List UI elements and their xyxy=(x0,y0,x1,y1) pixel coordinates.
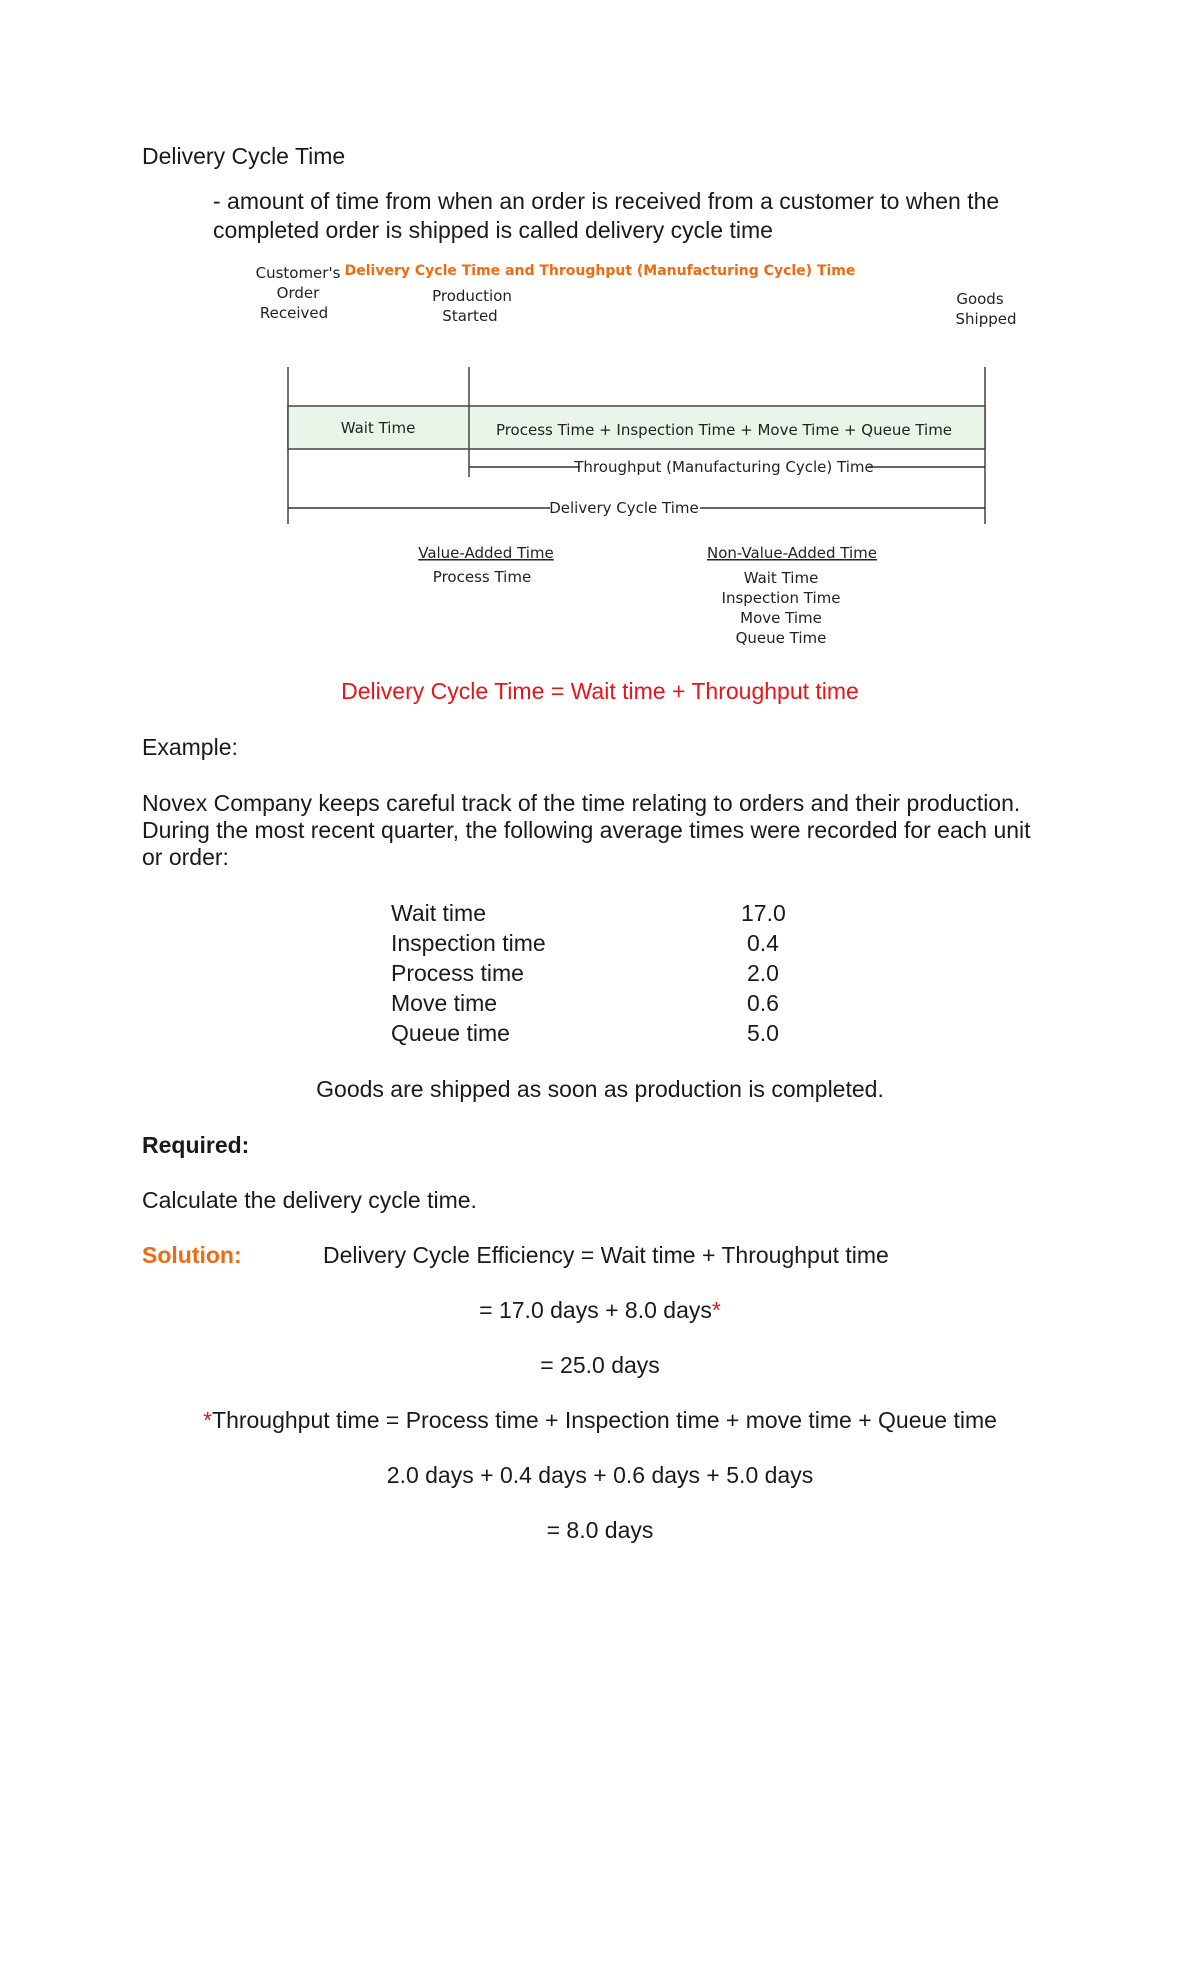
throughput-note-text: Throughput time = Process time + Inspection time + move time + Queue time xyxy=(212,1407,997,1433)
throughput-note xyxy=(0,1406,1200,1435)
time-label: Process time xyxy=(391,960,524,986)
production-started-label-2: Started xyxy=(442,307,498,325)
solution-label: Solution: xyxy=(142,1242,242,1268)
delivery-cycle-diagram-title: Delivery Cycle Time and Throughput (Manufacturing Cycle) Time xyxy=(344,263,856,279)
time-value: 17.0 xyxy=(741,900,786,926)
time-label: Queue time xyxy=(391,1020,510,1046)
example-text-line-2: During the most recent quarter, the following average times were recorded for each unit xyxy=(142,817,1031,843)
example-text-line-1: Novex Company keeps careful track of the time relating to orders and their production. xyxy=(142,790,1021,816)
formula: Delivery Cycle Time = Wait time + Throughput time xyxy=(341,678,859,704)
non-value-added-item-4: Queue Time xyxy=(735,629,827,647)
time-value: 0.4 xyxy=(747,930,779,956)
solution-line-3: = 25.0 days xyxy=(540,1352,660,1378)
required-text: Calculate the delivery cycle time. xyxy=(142,1187,477,1213)
shipped-note: Goods are shipped as soon as production is completed. xyxy=(316,1076,884,1102)
throughput-sum: 2.0 days + 0.4 days + 0.6 days + 5.0 days xyxy=(386,1462,814,1488)
non-value-added-heading: Non-Value-Added Time xyxy=(707,544,877,562)
example-label: Example: xyxy=(142,734,238,760)
non-value-added-item-3: Move Time xyxy=(740,609,822,627)
order-received-label-1: Customer's xyxy=(255,264,341,282)
goods-shipped-label-2: Shipped xyxy=(955,310,1017,328)
definition-line-1: - amount of time from when an order is received from a customer to when the xyxy=(213,188,1000,214)
time-value: 5.0 xyxy=(747,1020,779,1046)
example-text-line-3: or order: xyxy=(142,844,229,870)
process-band-label: Process Time + Inspection Time + Move Time + Queue Time xyxy=(495,421,953,439)
definition-line-2: completed order is shipped is called delivery cycle time xyxy=(213,217,773,243)
required-label: Required: xyxy=(142,1132,250,1158)
solution-line-2 xyxy=(0,1296,1200,1325)
time-value: 2.0 xyxy=(747,960,779,986)
non-value-added-item-1: Wait Time xyxy=(743,569,819,587)
value-added-heading: Value-Added Time xyxy=(418,544,554,562)
delivery-cycle-diagram xyxy=(250,256,1025,648)
page-heading: Delivery Cycle Time xyxy=(142,143,346,169)
time-label: Move time xyxy=(391,990,498,1016)
non-value-added-item-2: Inspection Time xyxy=(721,589,841,607)
throughput-result: = 8.0 days xyxy=(546,1517,654,1543)
time-label: Inspection time xyxy=(391,930,546,956)
wait-time-label: Wait Time xyxy=(340,419,416,437)
production-started-label-1: Production xyxy=(432,287,512,305)
order-received-label-2: Order xyxy=(276,284,320,302)
solution-line-1: Delivery Cycle Efficiency = Wait time + Throughput time xyxy=(323,1242,889,1268)
goods-shipped-label-1: Goods xyxy=(956,290,1004,308)
value-added-item: Process Time xyxy=(432,568,532,586)
order-received-label-3: Received xyxy=(259,304,329,322)
time-label: Wait time xyxy=(391,900,486,926)
throughput-time-label: Throughput (Manufacturing Cycle) Time xyxy=(574,458,874,476)
solution-line-2-text: = 17.0 days + 8.0 days xyxy=(479,1297,712,1323)
delivery-cycle-time-label: Delivery Cycle Time xyxy=(549,499,699,517)
footnote-marker: * xyxy=(203,1407,213,1433)
time-value: 0.6 xyxy=(747,990,779,1016)
footnote-marker: * xyxy=(711,1297,721,1323)
